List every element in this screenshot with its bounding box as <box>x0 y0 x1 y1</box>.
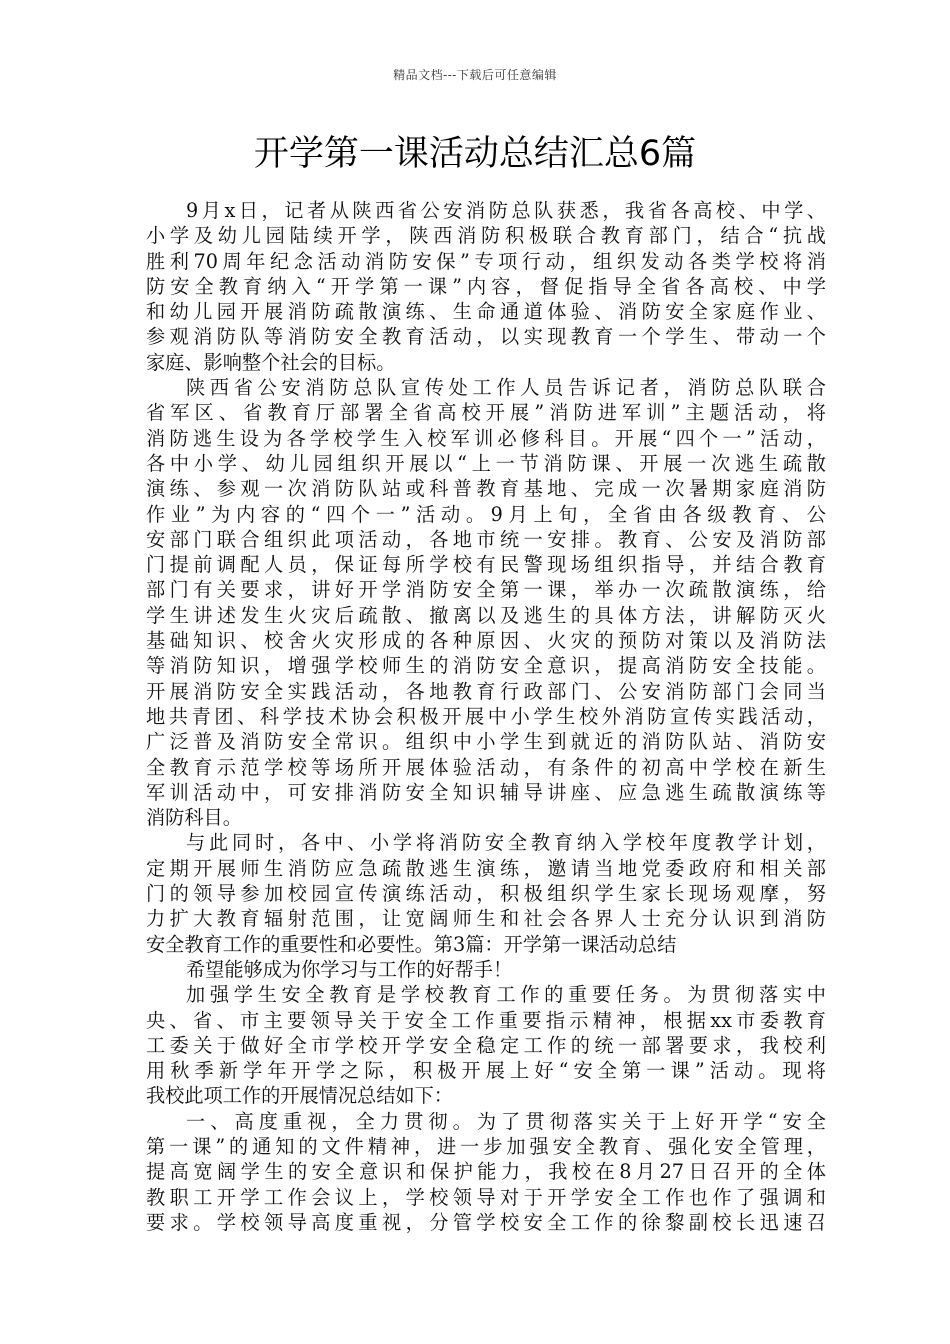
text-line: 门提前调配人员，保证每所学校有民警现场组织指导，并结合教育 <box>146 553 826 577</box>
text-line: 要求。学校领导高度重视，分管学校安全工作的徐黎副校长迅速召 <box>146 1210 826 1234</box>
text-line: 我校此项工作的开展情况总结如下： <box>146 1084 453 1108</box>
text-line: 军训活动中，可安排消防安全知识辅导讲座、应急逃生疏散演练等 <box>146 780 826 804</box>
text-line: 地共青团、科学技术协会积极开展中小学生校外消防宣传实践活动， <box>146 704 826 728</box>
text-line: 基础知识、校舍火灾形成的各种原因、火灾的预防对策以及消防法 <box>146 629 826 653</box>
document-title: 开学第一课活动总结汇总6篇 <box>253 134 697 174</box>
text-line: 消防科目。 <box>146 806 242 830</box>
page-header: 精品文档---下载后可任意编辑 <box>393 68 557 82</box>
text-line: 开展消防安全实践活动，各地教育行政部门、公安消防部门会同当 <box>146 679 826 703</box>
text-line: 央、省、市主要领导关于安全工作重要指示精神，根据xx市委教育 <box>146 1008 826 1032</box>
text-line: 消防逃生设为各学校学生入校军训必修科目。开展“四个一”活动， <box>146 426 826 450</box>
text-line: 提高宽阔学生的安全意识和保护能力，我校在8月27日召开的全体 <box>146 1160 826 1184</box>
text-line: 省军区、省教育厅部署全省高校开展”消防进军训”主题活动，将 <box>146 401 826 425</box>
text-line: 参观消防队等消防安全教育活动，以实现教育一个学生、带动一个 <box>146 325 826 349</box>
text-line: 演练、参观一次消防队站或科普教育基地、完成一次暑期家庭消防 <box>146 477 826 501</box>
text-line: 用秋季新学年开学之际，积极开展上好“安全第一课”活动。现将 <box>146 1059 826 1083</box>
text-line: 全教育示范学校等场所开展体验活动，有条件的初高中学校在新生 <box>146 755 826 779</box>
text-line: 学生讲述发生火灾后疏散、撤离以及逃生的具体方法，讲解防灭火 <box>146 603 826 627</box>
text-line: 希望能够成为你学习与工作的好帮手！ <box>186 957 513 981</box>
text-line: 家庭、影响整个社会的目标。 <box>146 350 396 374</box>
text-line: 各中小学、幼儿园组织开展以“上一节消防课、开展一次逃生疏散 <box>146 451 826 475</box>
text-line: 安部门联合组织此项活动，各地市统一安排。教育、公安及消防部 <box>146 527 826 551</box>
text-line: 9月x日，记者从陕西省公安消防总队获悉，我省各高校、中学、 <box>186 199 826 222</box>
text-line: 力扩大教育辐射范围，让宽阔师生和社会各界人士充分认识到消防 <box>146 907 826 931</box>
text-line: 广泛普及消防安全常识。组织中小学生到就近的消防队站、消防安 <box>146 730 826 754</box>
text-line: 安全教育工作的重要性和必要性。第3篇：开学第一课活动总结 <box>146 932 677 956</box>
text-line: 作业”为内容的“四个一”活动。9月上旬，全省由各级教育、公 <box>146 502 826 526</box>
text-line: 等消防知识，增强学校师生的消防安全意识，提高消防安全技能。 <box>146 654 826 678</box>
text-line: 小学及幼儿园陆续开学，陕西消防积极联合教育部门，结合“抗战 <box>146 224 826 248</box>
text-line: 门的领导参加校园宣传演练活动，积极组织学生家长现场观摩，努 <box>146 882 826 906</box>
document-body <box>146 198 826 1235</box>
text-line: 工委关于做好全市学校开学安全稳定工作的统一部署要求，我校利 <box>146 1033 826 1057</box>
text-line: 第一课”的通知的文件精神，进一步加强安全教育、强化安全管理， <box>146 1134 826 1158</box>
text-line: 和幼儿园开展消防疏散演练、生命通道体验、消防安全家庭作业、 <box>146 300 826 324</box>
text-line: 胜利70周年纪念活动消防安保”专项行动，组织发动各类学校将消 <box>146 249 826 273</box>
text-line: 防安全教育纳入“开学第一课”内容，督促指导全省各高校、中学 <box>146 274 826 298</box>
text-line: 教职工开学工作会议上，学校领导对于开学安全工作也作了强调和 <box>146 1185 826 1209</box>
text-line: 加强学生安全教育是学校教育工作的重要任务。为贯彻落实中 <box>186 983 826 1007</box>
text-line: 部门有关要求，讲好开学消防安全第一课，举办一次疏散演练，给 <box>146 578 826 602</box>
text-line: 陕西省公安消防总队宣传处工作人员告诉记者，消防总队联合 <box>186 376 826 400</box>
text-line: 定期开展师生消防应急疏散逃生演练，邀请当地党委政府和相关部 <box>146 856 826 880</box>
text-line: 与此同时，各中、小学将消防安全教育纳入学校年度教学计划， <box>186 831 826 855</box>
text-line: 一、高度重视，全力贯彻。为了贯彻落实关于上好开学“安全 <box>186 1109 826 1133</box>
